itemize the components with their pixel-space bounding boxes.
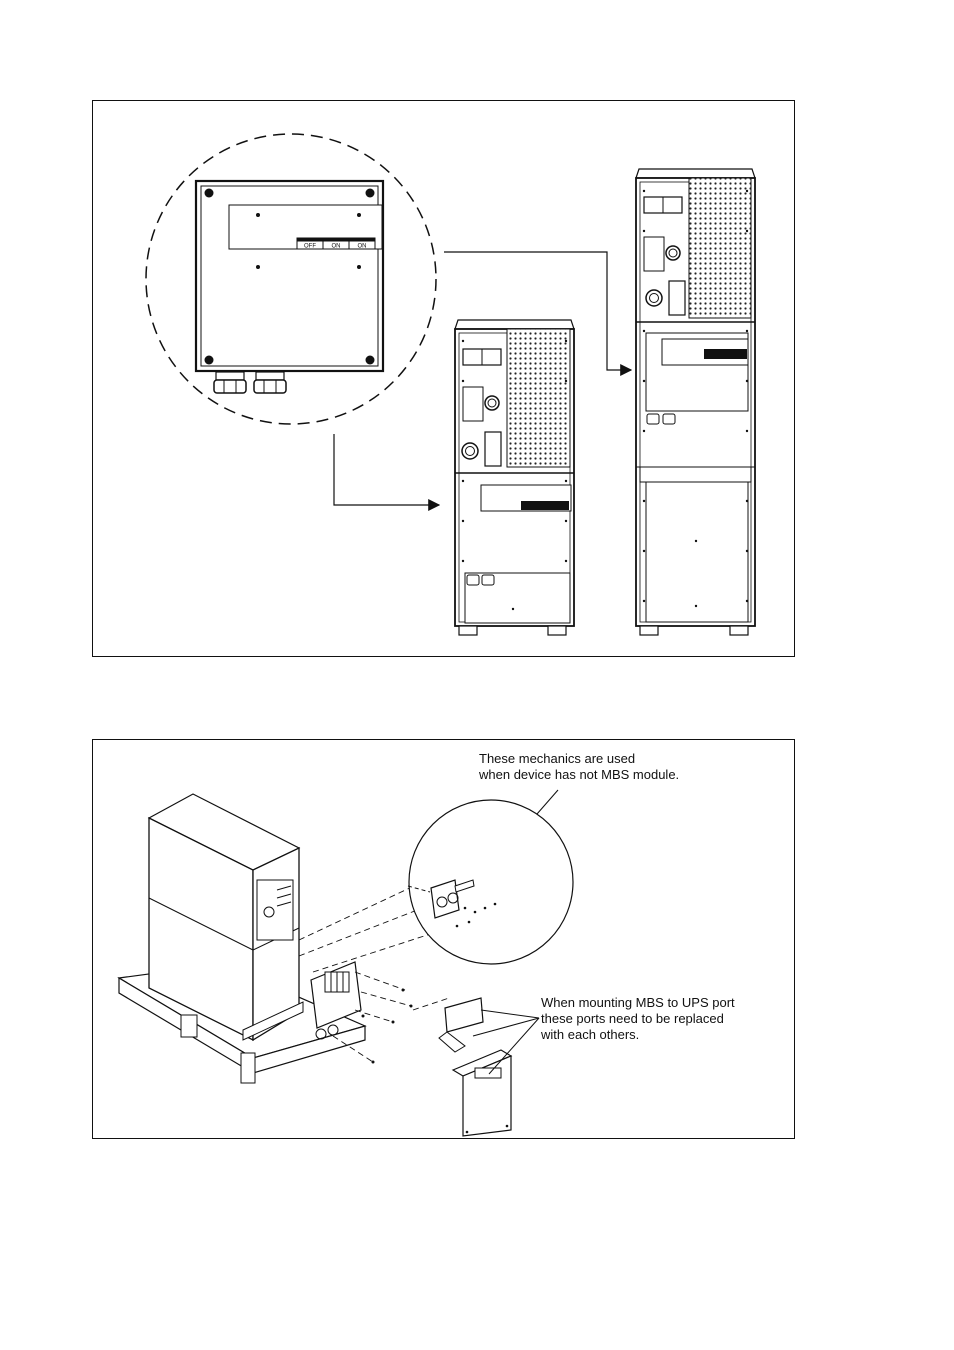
switch-label-on-2: ON [357,243,367,250]
switch-label-on-1: ON [331,243,341,250]
mounting-note: When mounting MBS to UPS port these ports need to be replaced with each others. [541,995,735,1042]
short-ups-cabinet [455,320,574,635]
exploded-view-panel [92,739,795,1139]
exploded-view-diagram [93,740,796,1140]
mounting-brackets [439,998,511,1136]
front-view-panel [92,100,795,657]
mechanics-detail-circle [408,790,573,964]
arrow-to-short-ups [334,434,439,505]
screws [362,989,413,1064]
cable-gland-left [214,372,246,393]
cable-gland-right [254,372,286,393]
mechanics-note: These mechanics are used when device has not MBS module. [479,751,680,782]
tall-ups-cabinet [636,169,755,635]
switch-label-off: OFF [304,243,316,250]
detail-zoom-circle [146,134,436,424]
front-view-diagram [93,101,796,658]
